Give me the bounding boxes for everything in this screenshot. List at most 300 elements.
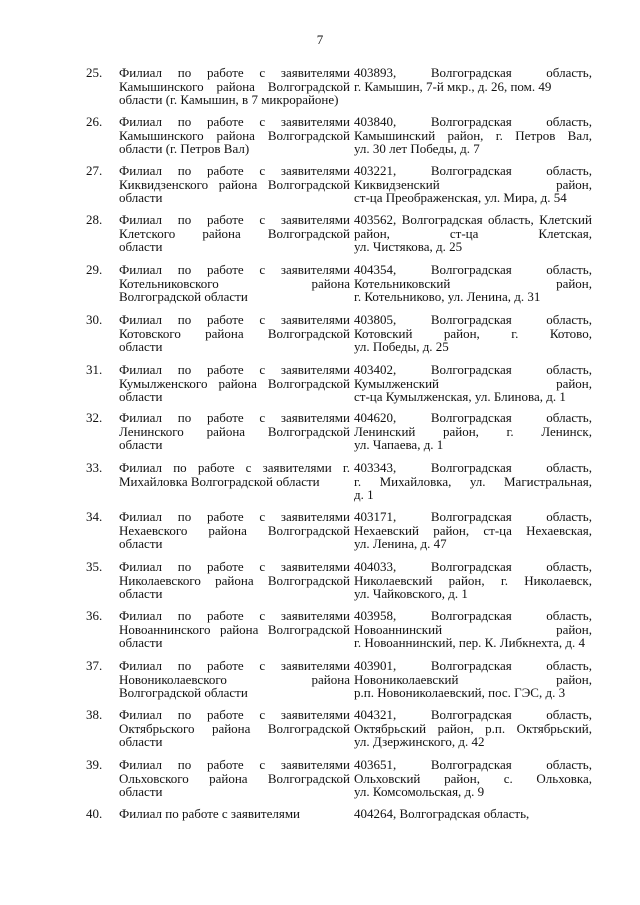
text-line: ул. 30 лет Победы, д. 7 — [354, 141, 480, 156]
word: Волгоградская — [430, 707, 512, 722]
word: область, — [546, 362, 592, 377]
branch-address — [354, 313, 592, 354]
word: работе — [206, 658, 244, 673]
word: района — [311, 671, 350, 687]
word: область, — [546, 608, 592, 623]
text-line: д. 1 — [354, 487, 374, 502]
word: района — [208, 522, 247, 538]
word: заявителями — [280, 262, 350, 277]
text-line — [119, 411, 350, 425]
text-line — [119, 277, 350, 291]
text-line — [119, 313, 350, 327]
text-line — [119, 560, 350, 574]
text-line — [119, 129, 350, 143]
word: Клетский — [539, 212, 592, 227]
word: Кумылженского — [119, 375, 208, 391]
word: заявителями — [280, 707, 350, 722]
word: район, — [556, 375, 592, 391]
word: р.п. — [485, 720, 506, 736]
text-line: ул. Чапаева, д. 1 — [354, 437, 444, 452]
word: района — [218, 375, 257, 391]
word: Клетская, — [538, 225, 592, 241]
word: Волгоградской — [267, 225, 350, 241]
word: района — [216, 127, 255, 143]
branch-address — [354, 213, 592, 254]
branch-name — [119, 263, 350, 304]
text-line — [354, 510, 592, 524]
word: работе — [197, 460, 235, 475]
word: г. — [500, 572, 508, 588]
word: работе — [206, 707, 244, 722]
entry-number: 27. — [86, 163, 103, 178]
text-line — [354, 129, 592, 143]
word: по — [177, 559, 192, 574]
entry-number: 30. — [86, 312, 103, 327]
branch-address — [354, 461, 592, 502]
word: район, — [442, 423, 479, 439]
word: г. — [495, 127, 503, 143]
word: область, — [546, 262, 592, 277]
word: работе — [206, 559, 244, 574]
word: Клетского — [119, 225, 176, 241]
word: район, — [433, 522, 470, 538]
word: работе — [206, 312, 244, 327]
word: с — [259, 312, 266, 327]
text-line — [119, 510, 350, 524]
text-line — [119, 609, 350, 623]
word: район, — [354, 225, 390, 241]
text-line: ул. Дзержинского, д. 42 — [354, 734, 485, 749]
word: область, — [546, 114, 592, 129]
word: работе — [206, 410, 244, 425]
text-line: области — [119, 190, 163, 205]
text-line — [354, 377, 592, 391]
text-line — [354, 425, 592, 439]
text-line — [354, 659, 592, 673]
text-line: г. Новоаннинский, пер. К. Либкнехта, д. 4 — [354, 635, 585, 650]
branch-name — [119, 708, 350, 749]
word: работе — [206, 509, 244, 524]
branch-address — [354, 164, 592, 205]
word: района — [206, 423, 246, 439]
word: Волгоградская — [401, 212, 483, 227]
word: Филиал — [119, 658, 163, 673]
text-line — [354, 772, 592, 786]
text-line — [354, 673, 592, 687]
word: Волгоградская — [430, 608, 512, 623]
word: с — [259, 262, 266, 277]
word: Октябрьский — [354, 720, 427, 736]
word: Филиал — [119, 362, 163, 377]
text-line — [119, 673, 350, 687]
text-line — [119, 363, 350, 377]
word: Волгоградской — [267, 127, 350, 143]
branch-name — [119, 461, 350, 488]
branch-address — [354, 263, 592, 304]
word: ул. — [469, 473, 486, 489]
word: Волгоградской — [267, 325, 350, 341]
text-line — [354, 227, 592, 241]
branch-name — [119, 66, 350, 107]
word: Волгоградская — [430, 163, 512, 178]
branch-name — [119, 609, 350, 650]
word: Новоаннинского — [119, 621, 211, 637]
word: работе — [206, 757, 244, 772]
word: Волгоградская — [430, 509, 512, 524]
word: Камышинского — [119, 78, 204, 94]
word: Ольховка, — [536, 770, 592, 786]
text-line — [119, 66, 350, 80]
branch-address — [354, 609, 592, 650]
word: заявителями — [280, 757, 350, 772]
word: по — [177, 707, 192, 722]
word: Волгоградской — [267, 176, 350, 192]
word: Филиал — [119, 65, 163, 80]
word: район, — [556, 176, 592, 192]
text-line — [119, 722, 350, 736]
word: Октябрьский, — [516, 720, 592, 736]
word: Волгоградской — [267, 78, 350, 94]
word: работе — [206, 608, 244, 623]
word: заявителями — [280, 312, 350, 327]
entry-number: 25. — [86, 65, 103, 80]
word: с — [259, 65, 266, 80]
word: района — [205, 325, 244, 341]
word: с — [259, 114, 266, 129]
text-line — [354, 327, 592, 341]
word: район, — [447, 127, 484, 143]
word: 404620, — [354, 410, 397, 425]
word: заявителями — [280, 114, 350, 129]
text-line: ст-ца Преображенская, ул. Мира, д. 54 — [354, 190, 567, 205]
word: Волгоградской — [267, 770, 350, 786]
branch-address — [354, 115, 592, 156]
text-line: ул. Комсомольская, д. 9 — [354, 784, 485, 799]
word: заявителями — [280, 410, 350, 425]
word: по — [177, 212, 192, 227]
text-line: Волгоградской области — [119, 289, 248, 304]
word: Ольховский — [354, 770, 421, 786]
word: Котово, — [549, 325, 592, 341]
text-line — [119, 425, 350, 439]
word: района — [219, 621, 259, 637]
word: с — [259, 707, 266, 722]
word: Филиал — [119, 608, 163, 623]
branch-name — [119, 807, 350, 821]
entry-number: 32. — [86, 410, 103, 425]
word: Котовского — [119, 325, 181, 341]
branch-name — [119, 313, 350, 354]
entry-number: 28. — [86, 212, 103, 227]
word: Филиал — [119, 460, 163, 475]
word: Кумылженский — [354, 375, 440, 391]
word: Котельниковского — [119, 275, 219, 291]
word: 403805, — [354, 312, 397, 327]
word: Николаевск, — [524, 572, 592, 588]
text-line — [354, 623, 592, 637]
text-line — [119, 708, 350, 722]
word: 403343, — [354, 460, 397, 475]
word: района — [209, 770, 248, 786]
text-line — [354, 66, 592, 80]
word: заявителями — [280, 163, 350, 178]
word: с — [259, 410, 266, 425]
text-line — [119, 263, 350, 277]
branch-address — [354, 66, 592, 93]
text-line: Михайловка Волгоградской области — [119, 473, 320, 489]
word: с — [259, 163, 266, 178]
text-line: области — [119, 586, 163, 601]
word: ст-ца — [449, 225, 479, 241]
word: работе — [206, 65, 244, 80]
word: 403402, — [354, 362, 397, 377]
branch-name — [119, 510, 350, 551]
text-line — [119, 164, 350, 178]
word: Волгоградской — [267, 522, 350, 538]
word: область, — [546, 410, 592, 425]
text-line — [119, 623, 350, 637]
text-line: 404264, Волгоградская область, — [354, 806, 530, 821]
word: область, — [546, 460, 592, 475]
word: район, — [556, 621, 592, 637]
text-line — [119, 115, 350, 129]
text-line — [354, 475, 592, 489]
text-line — [354, 411, 592, 425]
word: по — [177, 312, 192, 327]
word: по — [177, 163, 192, 178]
word: с — [259, 559, 266, 574]
word: Нехаевский — [354, 522, 419, 538]
text-line: Филиал по работе с заявителями — [119, 806, 301, 821]
word: по — [173, 460, 187, 475]
word: по — [177, 608, 192, 623]
branch-address — [354, 411, 592, 452]
word: Ольховского — [119, 770, 189, 786]
word: Ленинск, — [541, 423, 592, 439]
word: по — [177, 65, 192, 80]
word: с — [259, 757, 266, 772]
word: района — [216, 78, 255, 94]
word: Камышинского — [119, 127, 204, 143]
entry-number: 38. — [86, 707, 103, 722]
word: Михайловка, — [379, 473, 452, 489]
text-line — [354, 178, 592, 192]
word: Волгоградская — [430, 757, 512, 772]
branch-address — [354, 807, 592, 821]
branch-address — [354, 510, 592, 551]
word: 403562, — [354, 212, 397, 227]
branch-name — [119, 758, 350, 799]
text-line: Волгоградской области — [119, 685, 248, 700]
text-line — [119, 659, 350, 673]
text-line — [354, 164, 592, 178]
branch-address — [354, 560, 592, 601]
word: по — [177, 114, 192, 129]
text-line: области — [119, 339, 163, 354]
text-line: области — [119, 784, 163, 799]
word: Котовский — [354, 325, 413, 341]
word: района — [215, 572, 254, 588]
word: заявителями — [280, 608, 350, 623]
word: Николаевский — [354, 572, 433, 588]
text-line — [119, 461, 350, 475]
text-line: области — [119, 536, 163, 551]
word: Волгоградской — [267, 621, 350, 637]
word: с — [259, 212, 266, 227]
word: 403651, — [354, 757, 397, 772]
text-line — [354, 758, 592, 772]
text-line — [354, 524, 592, 538]
word: района — [311, 275, 350, 291]
text-line: области — [119, 239, 163, 254]
entry-number: 35. — [86, 559, 103, 574]
word: Филиал — [119, 559, 163, 574]
word: область, — [546, 65, 592, 80]
word: Волгоградской — [267, 572, 350, 588]
word: Волгоградской — [267, 720, 350, 736]
text-line — [354, 263, 592, 277]
text-line — [119, 227, 350, 241]
word: Волгоградская — [430, 658, 512, 673]
text-line — [119, 178, 350, 192]
word: область, — [546, 559, 592, 574]
branch-address — [354, 758, 592, 799]
branch-address — [354, 708, 592, 749]
word: 403171, — [354, 509, 397, 524]
word: 403958, — [354, 608, 397, 623]
word: г. — [342, 460, 350, 475]
word: с — [259, 509, 266, 524]
word: Новоаннинский — [354, 621, 443, 637]
word: Камышинский — [354, 127, 436, 143]
word: 403840, — [354, 114, 397, 129]
word: Волгоградская — [430, 262, 512, 277]
branch-name — [119, 363, 350, 404]
entry-number: 31. — [86, 362, 103, 377]
word: Октябрьского — [119, 720, 195, 736]
text-line — [119, 772, 350, 786]
text-line — [354, 722, 592, 736]
word: работе — [206, 163, 244, 178]
word: с — [259, 608, 266, 623]
word: г. — [506, 423, 514, 439]
text-line: области — [119, 437, 163, 452]
text-line: ул. Ленина, д. 47 — [354, 536, 447, 551]
word: заявителями — [280, 212, 350, 227]
text-line: г. Камышин, 7-й мкр., д. 26, пом. 49 — [354, 78, 552, 94]
text-line: области — [119, 635, 163, 650]
word: Николаевского — [119, 572, 201, 588]
word: Котельниковский — [354, 275, 451, 291]
text-line: г. Котельниково, ул. Ленина, д. 31 — [354, 289, 541, 304]
word: г. — [511, 325, 519, 341]
entry-number: 33. — [86, 460, 103, 475]
word: работе — [206, 262, 244, 277]
word: Филиал — [119, 509, 163, 524]
entry-number: 36. — [86, 608, 103, 623]
word: район, — [444, 770, 480, 786]
text-line: ул. Победы, д. 25 — [354, 339, 449, 354]
word: заявителями — [280, 362, 350, 377]
branch-name — [119, 560, 350, 601]
word: Филиал — [119, 410, 163, 425]
word: г. — [354, 473, 362, 489]
word: работе — [206, 212, 244, 227]
word: района — [202, 225, 241, 241]
text-line: области (г. Камышин, в 7 микрорайоне) — [119, 92, 339, 107]
word: заявителями — [280, 509, 350, 524]
word: область, — [488, 212, 534, 227]
word: 403893, — [354, 65, 397, 80]
text-line: области — [119, 389, 163, 404]
word: область, — [546, 757, 592, 772]
word: с — [259, 658, 266, 673]
word: заявителями — [280, 658, 350, 673]
word: по — [177, 757, 192, 772]
word: область, — [546, 163, 592, 178]
word: 404033, — [354, 559, 397, 574]
word: района — [218, 176, 258, 192]
word: по — [177, 509, 192, 524]
entry-number: 26. — [86, 114, 103, 129]
word: область, — [546, 312, 592, 327]
text-line — [354, 363, 592, 377]
text-line — [354, 213, 592, 227]
word: область, — [546, 509, 592, 524]
branch-name — [119, 115, 350, 156]
word: Киквидзенский — [354, 176, 440, 192]
word: заявителями — [280, 559, 350, 574]
word: с. — [503, 770, 513, 786]
word: работе — [206, 362, 244, 377]
word: Филиал — [119, 707, 163, 722]
word: Волгоградская — [430, 410, 512, 425]
word: район, — [437, 720, 474, 736]
word: по — [177, 362, 192, 377]
word: по — [177, 658, 192, 673]
text-line — [354, 115, 592, 129]
word: Филиал — [119, 312, 163, 327]
word: 403221, — [354, 163, 397, 178]
word: Волгоградская — [430, 65, 512, 80]
word: район, — [556, 275, 592, 291]
word: Волгоградской — [267, 423, 350, 439]
word: Волгоградская — [430, 312, 512, 327]
text-line: ул. Чайковского, д. 1 — [354, 586, 468, 601]
word: Петров — [515, 127, 556, 143]
text-line: ул. Чистякова, д. 25 — [354, 239, 463, 254]
text-line — [119, 213, 350, 227]
text-line: области (г. Петров Вал) — [119, 141, 250, 156]
text-line — [119, 758, 350, 772]
word: работе — [206, 114, 244, 129]
word: Волгоградская — [430, 114, 512, 129]
word: Волгоградская — [430, 460, 512, 475]
word: Ленинского — [119, 423, 184, 439]
text-line — [354, 708, 592, 722]
word: Филиал — [119, 114, 163, 129]
text-line — [354, 313, 592, 327]
text-line — [119, 377, 350, 391]
text-line — [354, 461, 592, 475]
text-line: р.п. Новониколаевский, пос. ГЭС, д. 3 — [354, 685, 566, 700]
page-number: 7 — [316, 32, 324, 47]
word: заявителями — [280, 65, 350, 80]
word: Филиал — [119, 163, 163, 178]
word: область, — [546, 707, 592, 722]
word: область, — [546, 658, 592, 673]
entry-number: 40. — [86, 806, 103, 821]
